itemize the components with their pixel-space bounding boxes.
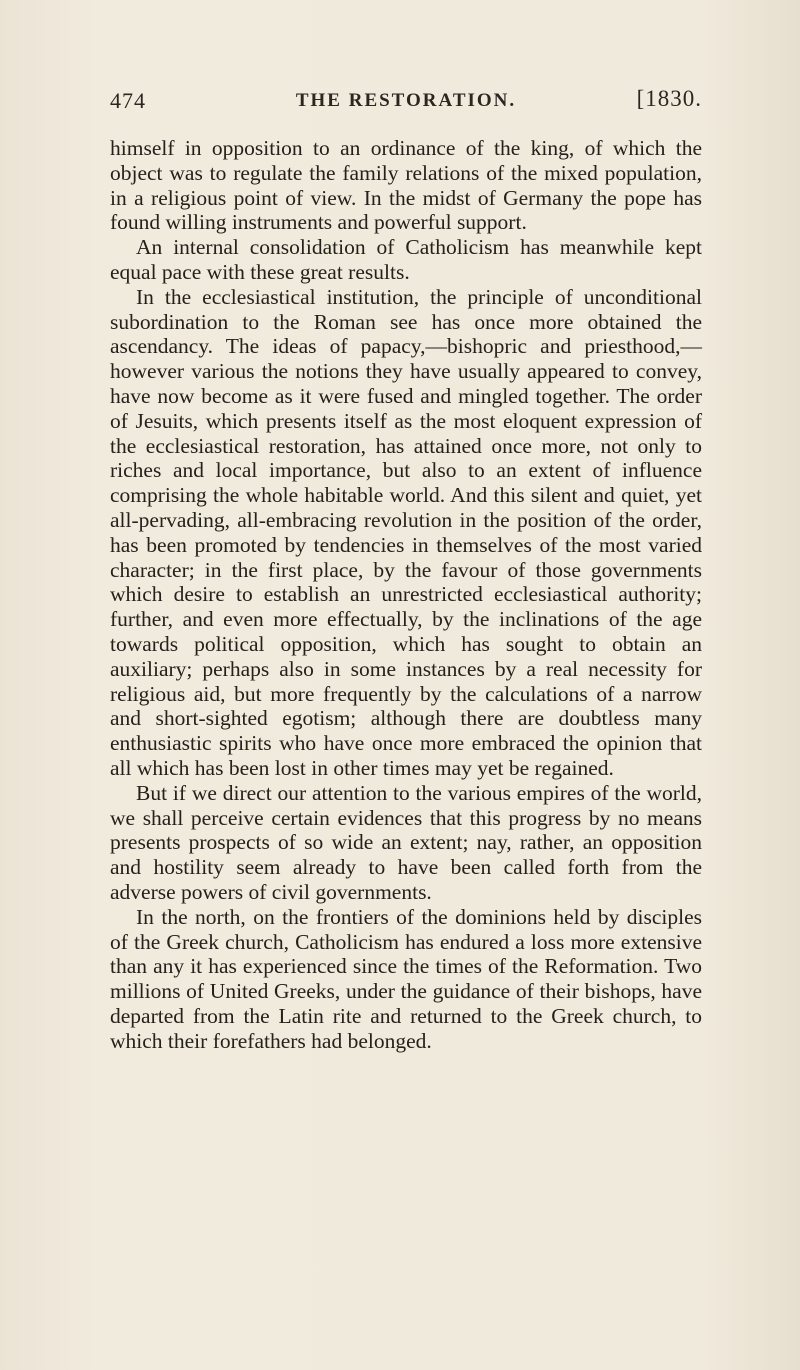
running-title: THE RESTORATION.: [295, 90, 517, 111]
paragraph: But if we direct our attention to the various empires of the world, we shall perceive certain evidences that this progress by no means presents prospects of so wide an extent; nay, rather, an opposition and hostility seem already to have been called forth from the adverse powers of civil governments.: [110, 780, 702, 904]
paragraph-continued: himself in opposition to an ordinance of the king, of which the object was to regulate the family relations of the mixed population, in a religious point of view. In the midst of Germany the pope has found willing instruments and powerful support.: [110, 136, 702, 235]
paragraph: An internal consolidation of Catholicism has meanwhile kept equal pace with these great results.: [110, 235, 702, 284]
paragraph: In the ecclesiastical institution, the principle of unconditional subordination to the Roman see has once more obtained the ascendancy. The ideas of papacy,—bishopric and priesthood,—however various the notions they have usually appeared to convey, have now become as it were fused and mingled together. The order of Jesuits, which presents itself as the most eloquent expression of the ecclesiastical restoration, has attained once more, not only to riches and local importance, but also to an extent of influence comprising the whole habitable world. And this silent and quiet, yet all-pervading, all-embracing revolution in the position of the order, has been promoted by tendencies in themselves of the most varied character; in the first place, by the favour of those governments which desire to establish an unrestricted ecclesiastical authority; further, and even more effectually, by the inclinations of the age towards political opposition, which has sought to obtain an auxiliary; perhaps also in some instances by a real necessity for religious aid, but more frequently by the calculations of a narrow and short-sighted egotism; although there are doubtless many enthusiastic spirits who have once more embraced the opinion that all which has been lost in other times may yet be regained.: [110, 284, 702, 780]
year-marker: [1830.: [636, 86, 702, 111]
page-header: [110, 80, 702, 120]
body-text: [110, 136, 702, 1053]
page-number: 474: [110, 88, 146, 113]
paragraph: In the north, on the frontiers of the dominions held by disciples of the Greek church, Catholicism has endured a loss more extensive than any it has experienced since the times of the Reformation. Two millions of United Greeks, under the guidance of their bishops, have departed from the Latin rite and returned to the Greek church, to which their forefathers had belonged.: [110, 904, 702, 1053]
